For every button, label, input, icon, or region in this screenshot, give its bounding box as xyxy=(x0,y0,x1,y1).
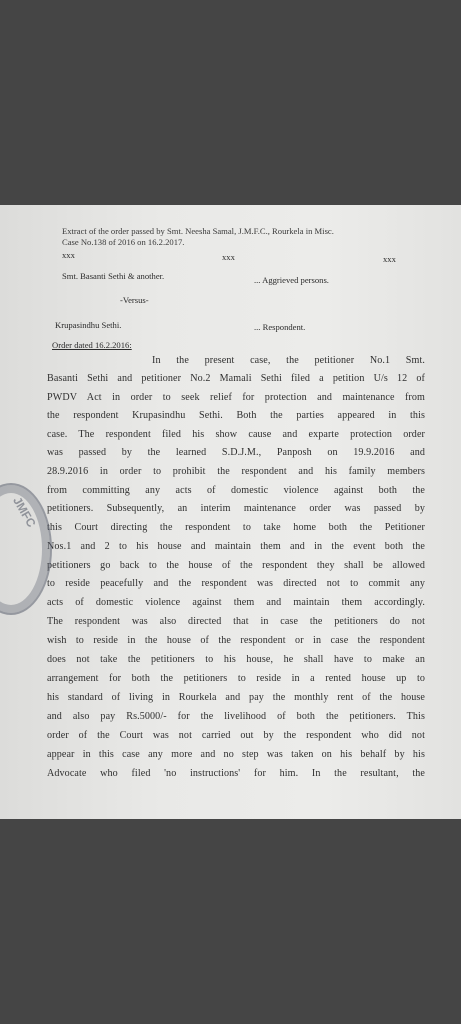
versus-label: -Versus- xyxy=(120,295,149,305)
body-line: was passed by the learned S.D.J.M., Panposh on 19.9.2016 and xyxy=(47,447,425,458)
placeholder-xxx-1: xxx xyxy=(62,250,75,260)
body-line: PWDV Act in order to seek relief for protection and maintenance from xyxy=(47,392,425,403)
header-line-1: Extract of the order passed by Smt. Neesha Samal, J.M.F.C., Rourkela in Misc. xyxy=(62,226,334,236)
placeholder-xxx-2: xxx xyxy=(222,252,235,262)
body-line: appear in this case any more and no step was taken on his behalf by his xyxy=(47,749,425,760)
seal-lettering: JMFC xyxy=(10,494,39,530)
court-seal-stamp xyxy=(0,483,52,615)
body-line: wish to reside in the house of the respondent or in case the respondent xyxy=(47,635,425,646)
placeholder-xxx-3: xxx xyxy=(383,254,396,264)
body-line: In the present case, the petitioner No.1 Smt. xyxy=(152,355,425,366)
body-line: order of the Court was not carried out by the respondent who did not xyxy=(47,730,425,741)
document-page xyxy=(0,205,461,819)
party-respondent-name: Krupasindhu Sethi. xyxy=(55,320,122,330)
body-line: 28.9.2016 in order to prohibit the respondent and his family members xyxy=(47,466,425,477)
body-line: petitioners go back to the house of the respondent they shall be allowed xyxy=(47,560,425,571)
body-line: from committing any acts of domestic violence against both the xyxy=(47,485,425,496)
party-aggrieved-name: Smt. Basanti Sethi & another. xyxy=(62,271,165,281)
body-line: Nos.1 and 2 to his house and maintain them and in the event both the xyxy=(47,541,425,552)
body-line: this Court directing the respondent to take home both the Petitioner xyxy=(47,522,425,533)
body-line: his standard of living in Rourkela and pay the monthly rent of the house xyxy=(47,692,425,703)
body-line: arrangement for both the petitioners to reside in a rented house up to xyxy=(47,673,425,684)
body-line: and also pay Rs.5000/- for the livelihood of both the petitioners. This xyxy=(47,711,425,722)
body-line: petitioners. Subsequently, an interim maintenance order was passed by xyxy=(47,503,425,514)
body-line: does not take the petitioners to his house, he shall have to make an xyxy=(47,654,425,665)
party-aggrieved-role: ... Aggrieved persons. xyxy=(254,275,329,285)
body-line: the respondent Krupasindhu Sethi. Both the parties appeared in this xyxy=(47,410,425,421)
party-respondent-role: ... Respondent. xyxy=(254,322,306,332)
body-line: Basanti Sethi and petitioner No.2 Mamali Sethi filed a petition U/s 12 of xyxy=(47,373,425,384)
order-heading: Order dated 16.2.2016: xyxy=(52,340,132,350)
body-line: acts of domestic violence against them and maintain them accordingly. xyxy=(47,597,425,608)
body-line: to reside peacefully and the respondent was directed not to commit any xyxy=(47,578,425,589)
body-line: Advocate who filed 'no instructions' for him. In the resultant, the xyxy=(47,768,425,779)
header-line-2: Case No.138 of 2016 on 16.2.2017. xyxy=(62,237,185,247)
body-line: case. The respondent filed his show cause and exparte protection order xyxy=(47,429,425,440)
body-line: The respondent was also directed that in case the petitioners do not xyxy=(47,616,425,627)
